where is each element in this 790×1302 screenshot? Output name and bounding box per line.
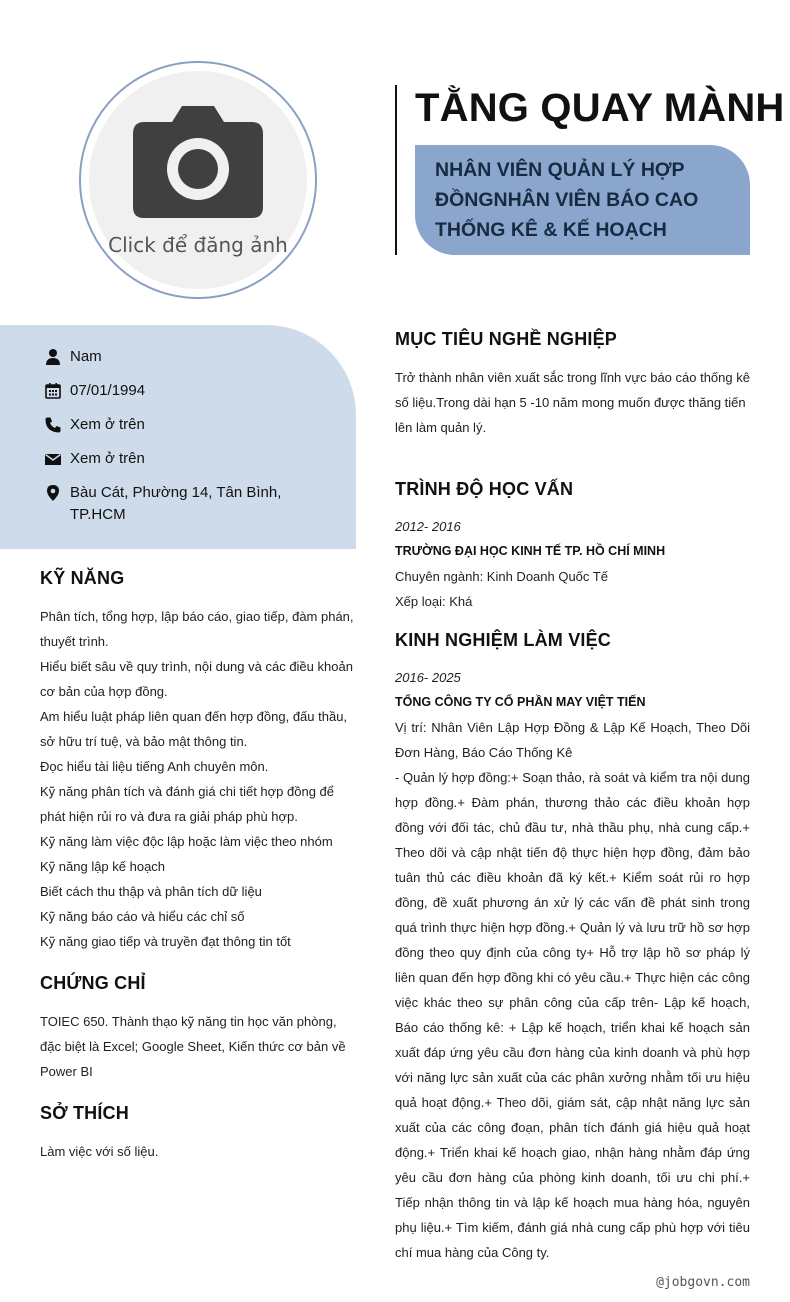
contact-address xyxy=(44,482,281,526)
user-icon xyxy=(44,348,62,366)
skill-line: Hiểu biết sâu về quy trình, nội dung và các điều khoản xyxy=(40,659,353,674)
header-divider xyxy=(395,85,397,255)
education-block xyxy=(395,514,750,614)
objective-title: MỤC TIÊU NGHỀ NGHIỆP xyxy=(395,329,618,349)
email-value: Xem ở trên xyxy=(70,450,145,467)
skill-line: Kỹ năng làm việc độc lập hoặc làm việc theo nhóm xyxy=(40,834,333,849)
job-title-box xyxy=(415,145,750,255)
skill-line: Đọc hiểu tài liệu tiếng Anh chuyên môn. xyxy=(40,759,269,774)
watermark: @jobgovn.com xyxy=(656,1275,750,1290)
dob-value: 07/01/1994 xyxy=(70,382,146,399)
calendar-icon xyxy=(44,382,62,400)
job-title-line: THỐNG KÊ & KẾ HOẠCH xyxy=(435,219,667,241)
experience-period: 2016- 2025 xyxy=(395,670,461,685)
contact-gender xyxy=(44,346,102,368)
address-value xyxy=(70,482,281,526)
avatar-upload-label[interactable]: Click để đăng ảnh xyxy=(108,233,288,257)
skill-line: Kỹ năng giao tiếp và truyền đạt thông tin tốt xyxy=(40,934,291,949)
skill-line: Kỹ năng phân tích và đánh giá chi tiết hợp đồng để xyxy=(40,784,335,799)
skill-line: Am hiểu luật pháp liên quan đến hợp đồng, đấu thầu, xyxy=(40,709,348,724)
camera-icon xyxy=(132,104,264,219)
mail-icon xyxy=(44,450,62,468)
skill-line: Kỹ năng lập kế hoạch xyxy=(40,859,166,874)
avatar-placeholder[interactable] xyxy=(89,71,307,289)
experience-title: KINH NGHIỆM LÀM VIỆC xyxy=(395,630,612,650)
education-school: TRƯỜNG ĐẠI HỌC KINH TẾ TP. HỒ CHÍ MINH xyxy=(395,544,666,558)
hobbies-text: Làm việc với số liệu. xyxy=(40,1144,159,1159)
gender-value: Nam xyxy=(70,348,102,365)
skill-line: Phân tích, tổng hợp, lập báo cáo, giao tiếp, đàm phán, xyxy=(40,609,354,624)
address-line: Bàu Cát, Phường 14, Tân Bình, xyxy=(70,484,282,501)
skill-line: Kỹ năng báo cáo và hiểu các chỉ số xyxy=(40,909,245,924)
education-title: TRÌNH ĐỘ HỌC VẤN xyxy=(395,479,574,499)
phone-icon xyxy=(44,416,62,434)
experience-position: Vị trí: Nhân Viên Lập Hợp Đồng & Lập Kế Hoạch, Theo Dõi Đơn Hàng, Báo Cáo Thống Kê xyxy=(395,720,750,760)
education-grade: Xếp loại: Khá xyxy=(395,594,473,609)
skills-list xyxy=(40,604,355,954)
skill-line: phát hiện rủi ro và đưa ra giải pháp phù hợp. xyxy=(40,809,298,824)
address-line: TP.HCM xyxy=(70,506,126,523)
experience-block xyxy=(395,665,750,1265)
candidate-name: TẰNG QUAY MÀNH xyxy=(415,86,785,130)
skill-line: Biết cách thu thập và phân tích dữ liệu xyxy=(40,884,262,899)
contact-email xyxy=(44,448,145,470)
education-period: 2012- 2016 xyxy=(395,519,461,534)
objective-text: Trở thành nhân viên xuất sắc trong lĩnh vực báo cáo thống kê số liệu.Trong dài hạn 5 -10 năm mong muốn được thăng tiến lên làm quản lý. xyxy=(395,370,750,435)
certificates-text: TOIEC 650. Thành thạo kỹ năng tin học văn phòng, đặc biệt là Excel; Google Sheet, Kiến thức cơ bản về Power BI xyxy=(40,1014,346,1079)
skill-line: sở hữu trí tuệ, và bảo mật thông tin. xyxy=(40,734,248,749)
phone-value: Xem ở trên xyxy=(70,416,145,433)
skills-title: KỸ NĂNG xyxy=(40,568,125,588)
skill-line: thuyết trình. xyxy=(40,634,109,649)
education-major: Chuyên ngành: Kinh Doanh Quốc Tế xyxy=(395,569,608,584)
location-icon xyxy=(44,484,62,502)
hobbies-title: SỞ THÍCH xyxy=(40,1103,129,1123)
job-title-line: ĐỒNGNHÂN VIÊN BÁO CAO xyxy=(435,189,699,211)
experience-description: - Quản lý hợp đồng:+ Soạn thảo, rà soát và kiểm tra nội dung hợp đồng.+ Đàm phán, thương thảo các điều khoản hợp đồng với đối tác, chủ đầu tư, nhà thầu phụ, nhà cung cấp.+ Theo dõi và cập nhật tiến độ thực hiện hợp đồng, đảm bảo tuân thủ các điều khoản đã ký kết.+ Kiểm soát rủi ro hợp đồng, đề xuất phương án xử lý các vấn đề phát sinh trong quá trình thực hiện hợp đồng.+ Quản lý và lưu trữ hồ sơ hợp đồng theo quy định của công ty+ Hỗ trợ lập hồ sơ pháp lý liên quan đến hợp đồng khi có yêu cầu.+ Thực hiện các công việc khác theo sự phân công của cấp trên- Lập kế hoạch, Báo cáo thống kê: + Lập kế hoạch, triển khai kế hoạch sản xuất đáp ứng yêu cầu đơn hàng của kinh doanh và phù hợp với năng lực sản xuất của các phân xưởng nhằm tối ưu hiệu quả hoạt động.+ Theo dõi, giám sát, cập nhật năng lực sản xuất của các công đoạn, phân tích đánh giá hiệu quả hoạt động.+ Triển khai kế hoạch giao, nhận hàng nhằm đáp ứng yêu cầu đơn hàng của phòng kinh doanh, tối ưu chi phí.+ Tiếp nhận thông tin và lập kế hoạch mua hàng hóa, nguyên phụ liệu.+ Tìm kiếm, đánh giá nhà cung cấp phù hợp với tiêu chí mua hàng của Công ty. xyxy=(395,770,750,1260)
contact-phone xyxy=(44,414,145,436)
certificates-title: CHỨNG CHỈ xyxy=(40,973,146,993)
contact-dob xyxy=(44,380,145,402)
skill-line: cơ bản của hợp đồng. xyxy=(40,684,168,699)
job-title-line: NHÂN VIÊN QUẢN LÝ HỢP xyxy=(435,159,685,181)
avatar[interactable] xyxy=(79,61,317,299)
experience-company: TỔNG CÔNG TY CỔ PHẦN MAY VIỆT TIẾN xyxy=(395,695,646,709)
